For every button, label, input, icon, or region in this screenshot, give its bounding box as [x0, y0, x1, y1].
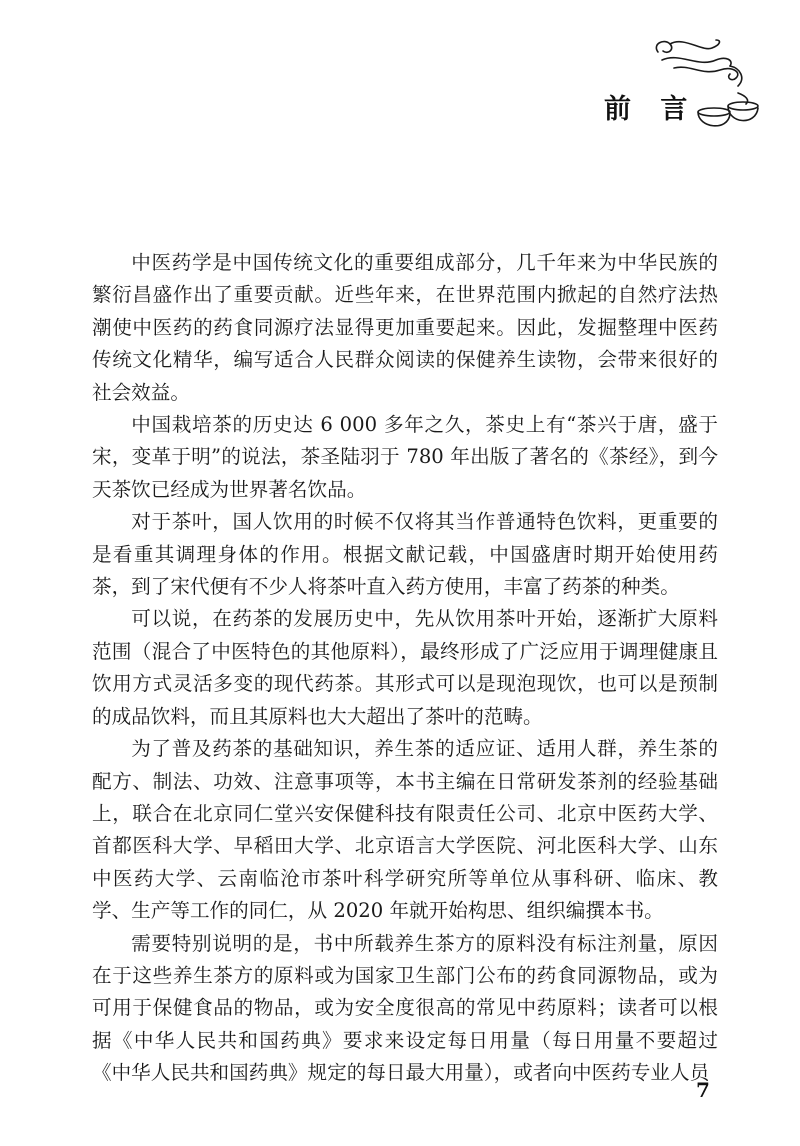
page-header	[0, 0, 800, 160]
paragraph: 中医药学是中国传统文化的重要组成部分，几千年来为中华民族的繁衍昌盛作出了重要贡献。近些年来，在世界范围内掀起的自然疗法热潮使中医药的药食同源疗法显得更加重要起来。因此，发掘整理中医药传统文化精华，编写适合人民群众阅读的保健养生读物，会带来很好的社会效益。	[92, 251, 718, 404]
page-number: 7	[696, 1078, 710, 1102]
body-text	[92, 247, 718, 1090]
paragraph: 为了普及药茶的基础知识，养生茶的适应证、适用人群，养生茶的配方、制法、功效、注意事项等，本书主编在日常研发茶剂的经验基础上，联合在北京同仁堂兴安保健科技有限责任公司、北京中医药大学、首都医科大学、早稻田大学、北京语言大学医院、河北医科大学、山东中医药大学、云南临沧市茶叶科学研究所等单位从事科研、临床、教学、生产等工作的同仁，从 2020 年就开始构思、组织编撰本书。	[92, 737, 718, 923]
paragraph: 对于茶叶，国人饮用的时候不仅将其当作普通特色饮料，更重要的是看重其调理身体的作用。根据文献记载，中国盛唐时期开始使用药茶，到了宋代便有不少人将茶叶直入药方使用，丰富了药茶的种类。	[92, 510, 718, 599]
page-title: 前 言	[604, 94, 698, 125]
paragraph: 中国栽培茶的历史达 6 000 多年之久，茶史上有“茶兴于唐，盛于宋，变革于明”的说法，茶圣陆羽于 780 年出版了著名的《茶经》，到今天茶饮已经成为世界著名饮品。	[92, 413, 718, 501]
paragraph: 需要特别说明的是，书中所载养生茶方的原料没有标注剂量，原因在于这些养生茶方的原料或为国家卫生部门公布的药食同源物品，或为可用于保健食品的物品，或为安全度很高的常见中药原料；读者可以根据《中华人民共和国药典》要求来设定每日用量（每日用量不要超过《中华人民共和国药典》规定的每日最大用量），或者向中医药专业人员	[92, 931, 718, 1085]
paragraph: 可以说，在药茶的发展历史中，先从饮用茶叶开始，逐渐扩大原料范围（混合了中医特色的其他原料），最终形成了广泛应用于调理健康且饮用方式灵活多变的现代药茶。其形式可以是现泡现饮，也可以是预制的成品饮料，而且其原料也大大超出了茶叶的范畴。	[92, 607, 718, 728]
